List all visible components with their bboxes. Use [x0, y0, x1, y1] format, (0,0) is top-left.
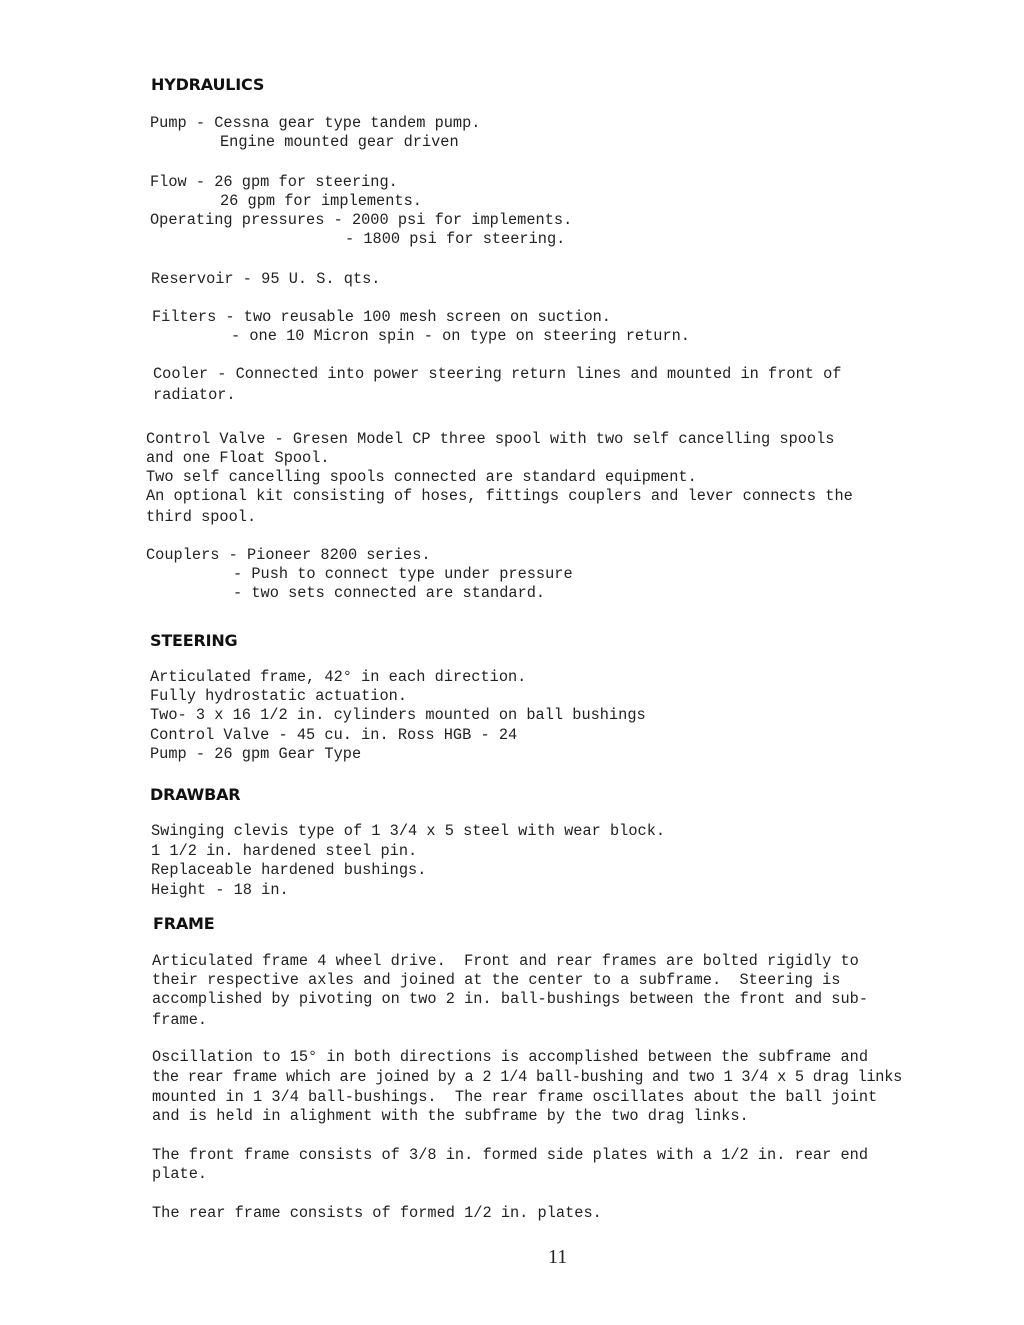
frame-line-3: accomplished by pivoting on two 2 in. ball-bushings between the front and sub-	[152, 990, 869, 1008]
filters-line-2: - one 10 Micron spin - on type on steering return.	[231, 327, 690, 345]
drawbar-line-3: Replaceable hardened bushings.	[151, 861, 427, 879]
drawbar-line-1: Swinging clevis type of 1 3/4 x 5 steel with wear block.	[151, 822, 666, 840]
hydraulics-heading: HYDRAULICS	[151, 75, 265, 94]
reservoir-line: Reservoir - 95 U. S. qts.	[151, 270, 381, 288]
couplers-line-2: - Push to connect type under pressure	[233, 565, 573, 583]
flow-line-2: 26 gpm for implements.	[220, 192, 422, 210]
steering-line-3: Two- 3 x 16 1/2 in. cylinders mounted on ball bushings	[150, 706, 646, 724]
control-valve-line-3: Two self cancelling spools connected are standard equipment.	[146, 468, 697, 486]
cooler-line-1: Cooler - Connected into power steering return lines and mounted in front of	[153, 365, 842, 383]
control-valve-line-1: Control Valve - Gresen Model CP three spool with two self cancelling spools	[146, 430, 835, 448]
front-frame-line-1: The front frame consists of 3/8 in. formed side plates with a 1/2 in. rear end	[152, 1146, 869, 1164]
oscillation-line-3: mounted in 1 3/4 ball-bushings. The rear frame oscillates about the ball joint	[152, 1088, 878, 1106]
pump-line-1: Pump - Cessna gear type tandem pump.	[150, 114, 481, 132]
drawbar-line-2: 1 1/2 in. hardened steel pin.	[151, 842, 418, 860]
control-valve-line-2: and one Float Spool.	[146, 449, 330, 467]
frame-line-2: their respective axles and joined at the center to a subframe. Steering is	[152, 971, 841, 989]
steering-line-1: Articulated frame, 42° in each direction.	[150, 668, 527, 686]
rear-frame-line: The rear frame consists of formed 1/2 in. plates.	[152, 1204, 602, 1222]
filters-line-1: Filters - two reusable 100 mesh screen on suction.	[152, 308, 611, 326]
oscillation-line-1: Oscillation to 15° in both directions is accomplished between the subframe and	[152, 1048, 869, 1066]
couplers-line-3: - two sets connected are standard.	[233, 584, 546, 602]
operating-pressure-line-2: - 1800 psi for steering.	[345, 230, 566, 248]
operating-pressure-line-1: Operating pressures - 2000 psi for implements.	[150, 211, 573, 229]
steering-heading: STEERING	[150, 631, 238, 650]
frame-line-1: Articulated frame 4 wheel drive. Front and rear frames are bolted rigidly to	[152, 952, 859, 970]
oscillation-line-4: and is held in alighment with the subframe by the two drag links.	[152, 1107, 749, 1125]
steering-line-5: Pump - 26 gpm Gear Type	[150, 745, 362, 763]
control-valve-line-4: An optional kit consisting of hoses, fittings couplers and lever connects the	[146, 487, 853, 505]
couplers-line-1: Couplers - Pioneer 8200 series.	[146, 546, 431, 564]
oscillation-line-2: the rear frame which are joined by a 2 1/4 ball-bushing and two 1 3/4 x 5 drag links	[152, 1068, 903, 1086]
frame-line-4: frame.	[152, 1011, 208, 1029]
front-frame-line-2: plate.	[152, 1165, 208, 1183]
frame-heading: FRAME	[153, 914, 215, 933]
flow-line-1: Flow - 26 gpm for steering.	[150, 173, 398, 191]
steering-line-4: Control Valve - 45 cu. in. Ross HGB - 24	[150, 726, 518, 744]
cooler-line-2: radiator.	[153, 386, 236, 404]
page-number: 11	[548, 1246, 568, 1268]
steering-line-2: Fully hydrostatic actuation.	[150, 687, 408, 705]
pump-line-2: Engine mounted gear driven	[220, 133, 459, 151]
drawbar-heading: DRAWBAR	[150, 785, 241, 804]
drawbar-line-4: Height - 18 in.	[151, 881, 289, 899]
control-valve-line-5: third spool.	[146, 508, 257, 526]
